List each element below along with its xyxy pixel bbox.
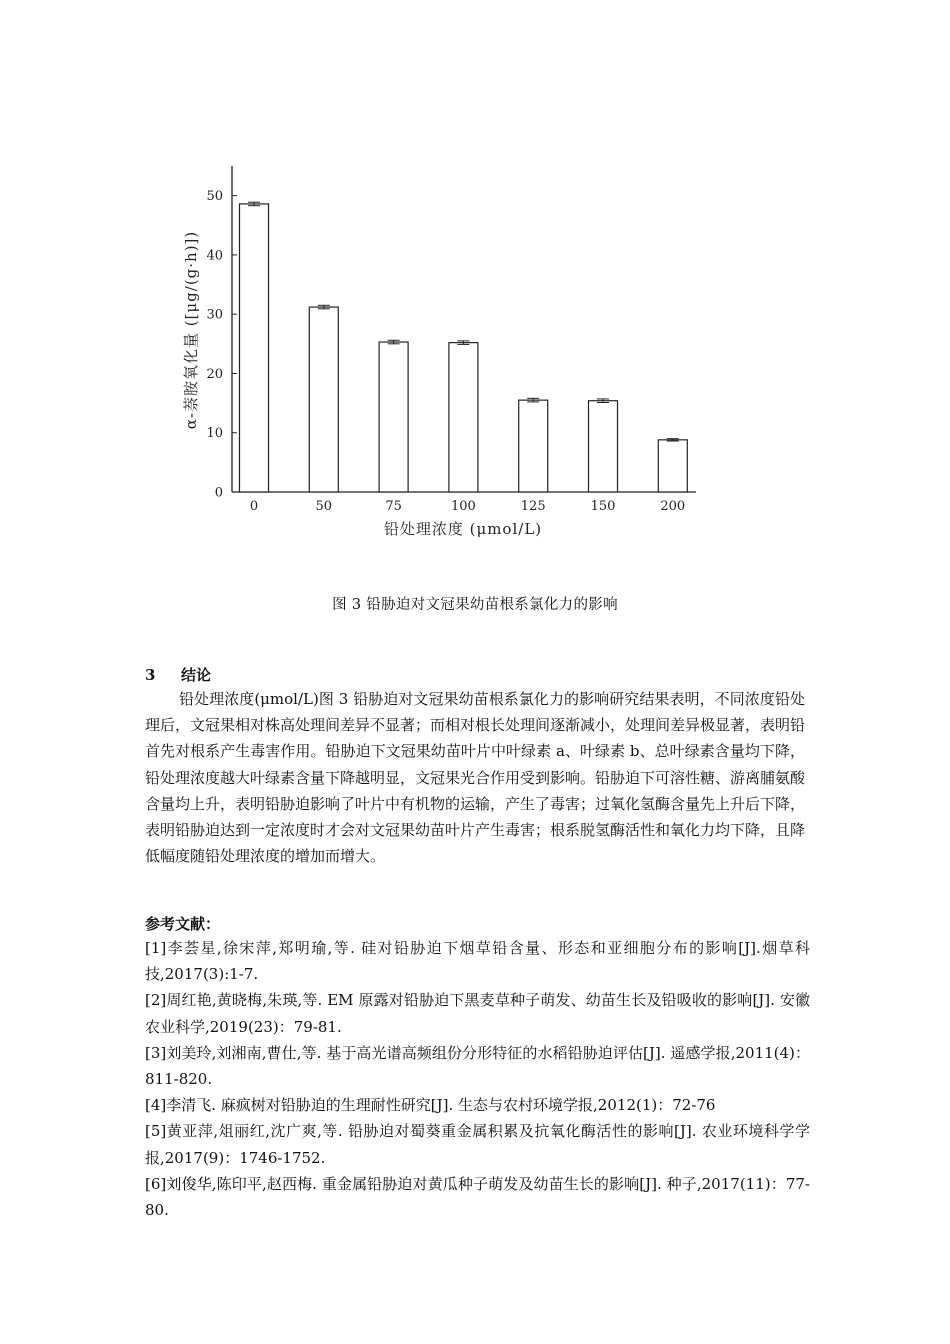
- bar: [519, 400, 548, 492]
- bar-chart: [0, 0, 950, 580]
- reference-item: [3]刘美玲,刘湘南,曹仕,等. 基于高光谱高频组份分形特征的水稻铅胁迫评估[J]. 遥感学报,2011(4)：811-820.: [145, 1043, 810, 1089]
- bar: [658, 440, 687, 492]
- section-number: 3: [145, 666, 156, 684]
- bar-series: [240, 202, 688, 492]
- bar: [449, 343, 478, 492]
- bar: [589, 401, 618, 492]
- reference-item: [4]李清飞. 麻疯树对铅胁迫的生理耐性研究[J]. 生态与农村环境学报,2012(1)：72-76: [145, 1096, 716, 1115]
- y-axis: [206, 166, 237, 501]
- x-tick-label: 125: [520, 499, 546, 514]
- bar: [240, 204, 269, 492]
- x-tick-label: 75: [385, 499, 402, 514]
- y-tick-label: 0: [214, 485, 223, 501]
- x-tick-label: 150: [590, 499, 616, 514]
- x-axis-label: 铅处理浓度 (μmol/L): [383, 520, 543, 538]
- reference-item: [5]黄亚萍,俎丽红,沈广爽,等. 铅胁迫对蜀葵重金属积累及抗氧化酶活性的影响[J]. 农业环境科学学报,2017(9)：1746-1752.: [145, 1122, 810, 1167]
- x-tick-label: 50: [315, 499, 333, 514]
- bar: [309, 307, 338, 492]
- references-heading: 参考文献：: [145, 915, 221, 933]
- reference-item: [6]刘俊华,陈印平,赵西梅. 重金属铅胁迫对黄瓜种子萌发及幼苗生长的影响[J]. 种子,2017(11)：77-80.: [145, 1174, 810, 1220]
- y-tick-label: 20: [206, 366, 223, 382]
- bar: [379, 342, 408, 492]
- x-tick-label: 100: [450, 499, 476, 514]
- section-heading: [145, 664, 211, 685]
- y-axis-label: α-萘胺氧化量 ([μg/(g·h)]): [182, 230, 200, 430]
- reference-item: [2]周红艳,黄晓梅,朱瑛,等. EM 原露对铅胁迫下黑麦草种子萌发、幼苗生长及铅吸收的影响[J]. 安徽农业科学,2019(23)：79-81.: [145, 991, 811, 1036]
- x-tick-label: 200: [660, 499, 686, 514]
- conclusion-paragraph: 铅处理浓度(μmol/L)图 3 铅胁迫对文冠果幼苗根系氯化力的影响研究结果表明，不同浓度铅处理后，文冠果相对株高处理间差异不显著；而相对根长处理间逐渐减小，处理间差异极显著，表明铅首先对根系产生毒害作用。铅胁迫下文冠果幼苗叶片中叶绿素 a、叶绿素 b、总叶绿素含量均下降，铅处理浓度越大叶绿素含量下降越明显，文冠果光合作用受到影响。铅胁迫下可溶性糖、游离脯氨酸含量均上升，表明铅胁迫影响了叶片中有机物的运输，产生了毒害；过氧化氢酶含量先上升后下降，表明铅胁迫达到一定浓度时才会对文冠果幼苗叶片产生毒害；根系脱氢酶活性和氧化力均下降，且降低幅度随铅处理浓度的增加而增大。: [145, 690, 806, 866]
- reference-item: [1]李荟星,徐宋萍,郑明瑜,等. 硅对铅胁迫下烟草铅含量、形态和亚细胞分布的影响[J].烟草科技,2017(3):1-7.: [145, 939, 810, 984]
- y-tick-label: 40: [206, 248, 223, 264]
- reference-list: [145, 935, 810, 1223]
- y-tick-label: 50: [206, 189, 223, 205]
- y-tick-label: 10: [206, 426, 223, 442]
- x-tick-label: 0: [249, 499, 259, 514]
- y-tick-label: 30: [206, 307, 223, 323]
- section-title: 结论: [181, 666, 212, 684]
- figure-caption: 图 3 铅胁迫对文冠果幼苗根系氯化力的影响: [332, 597, 618, 613]
